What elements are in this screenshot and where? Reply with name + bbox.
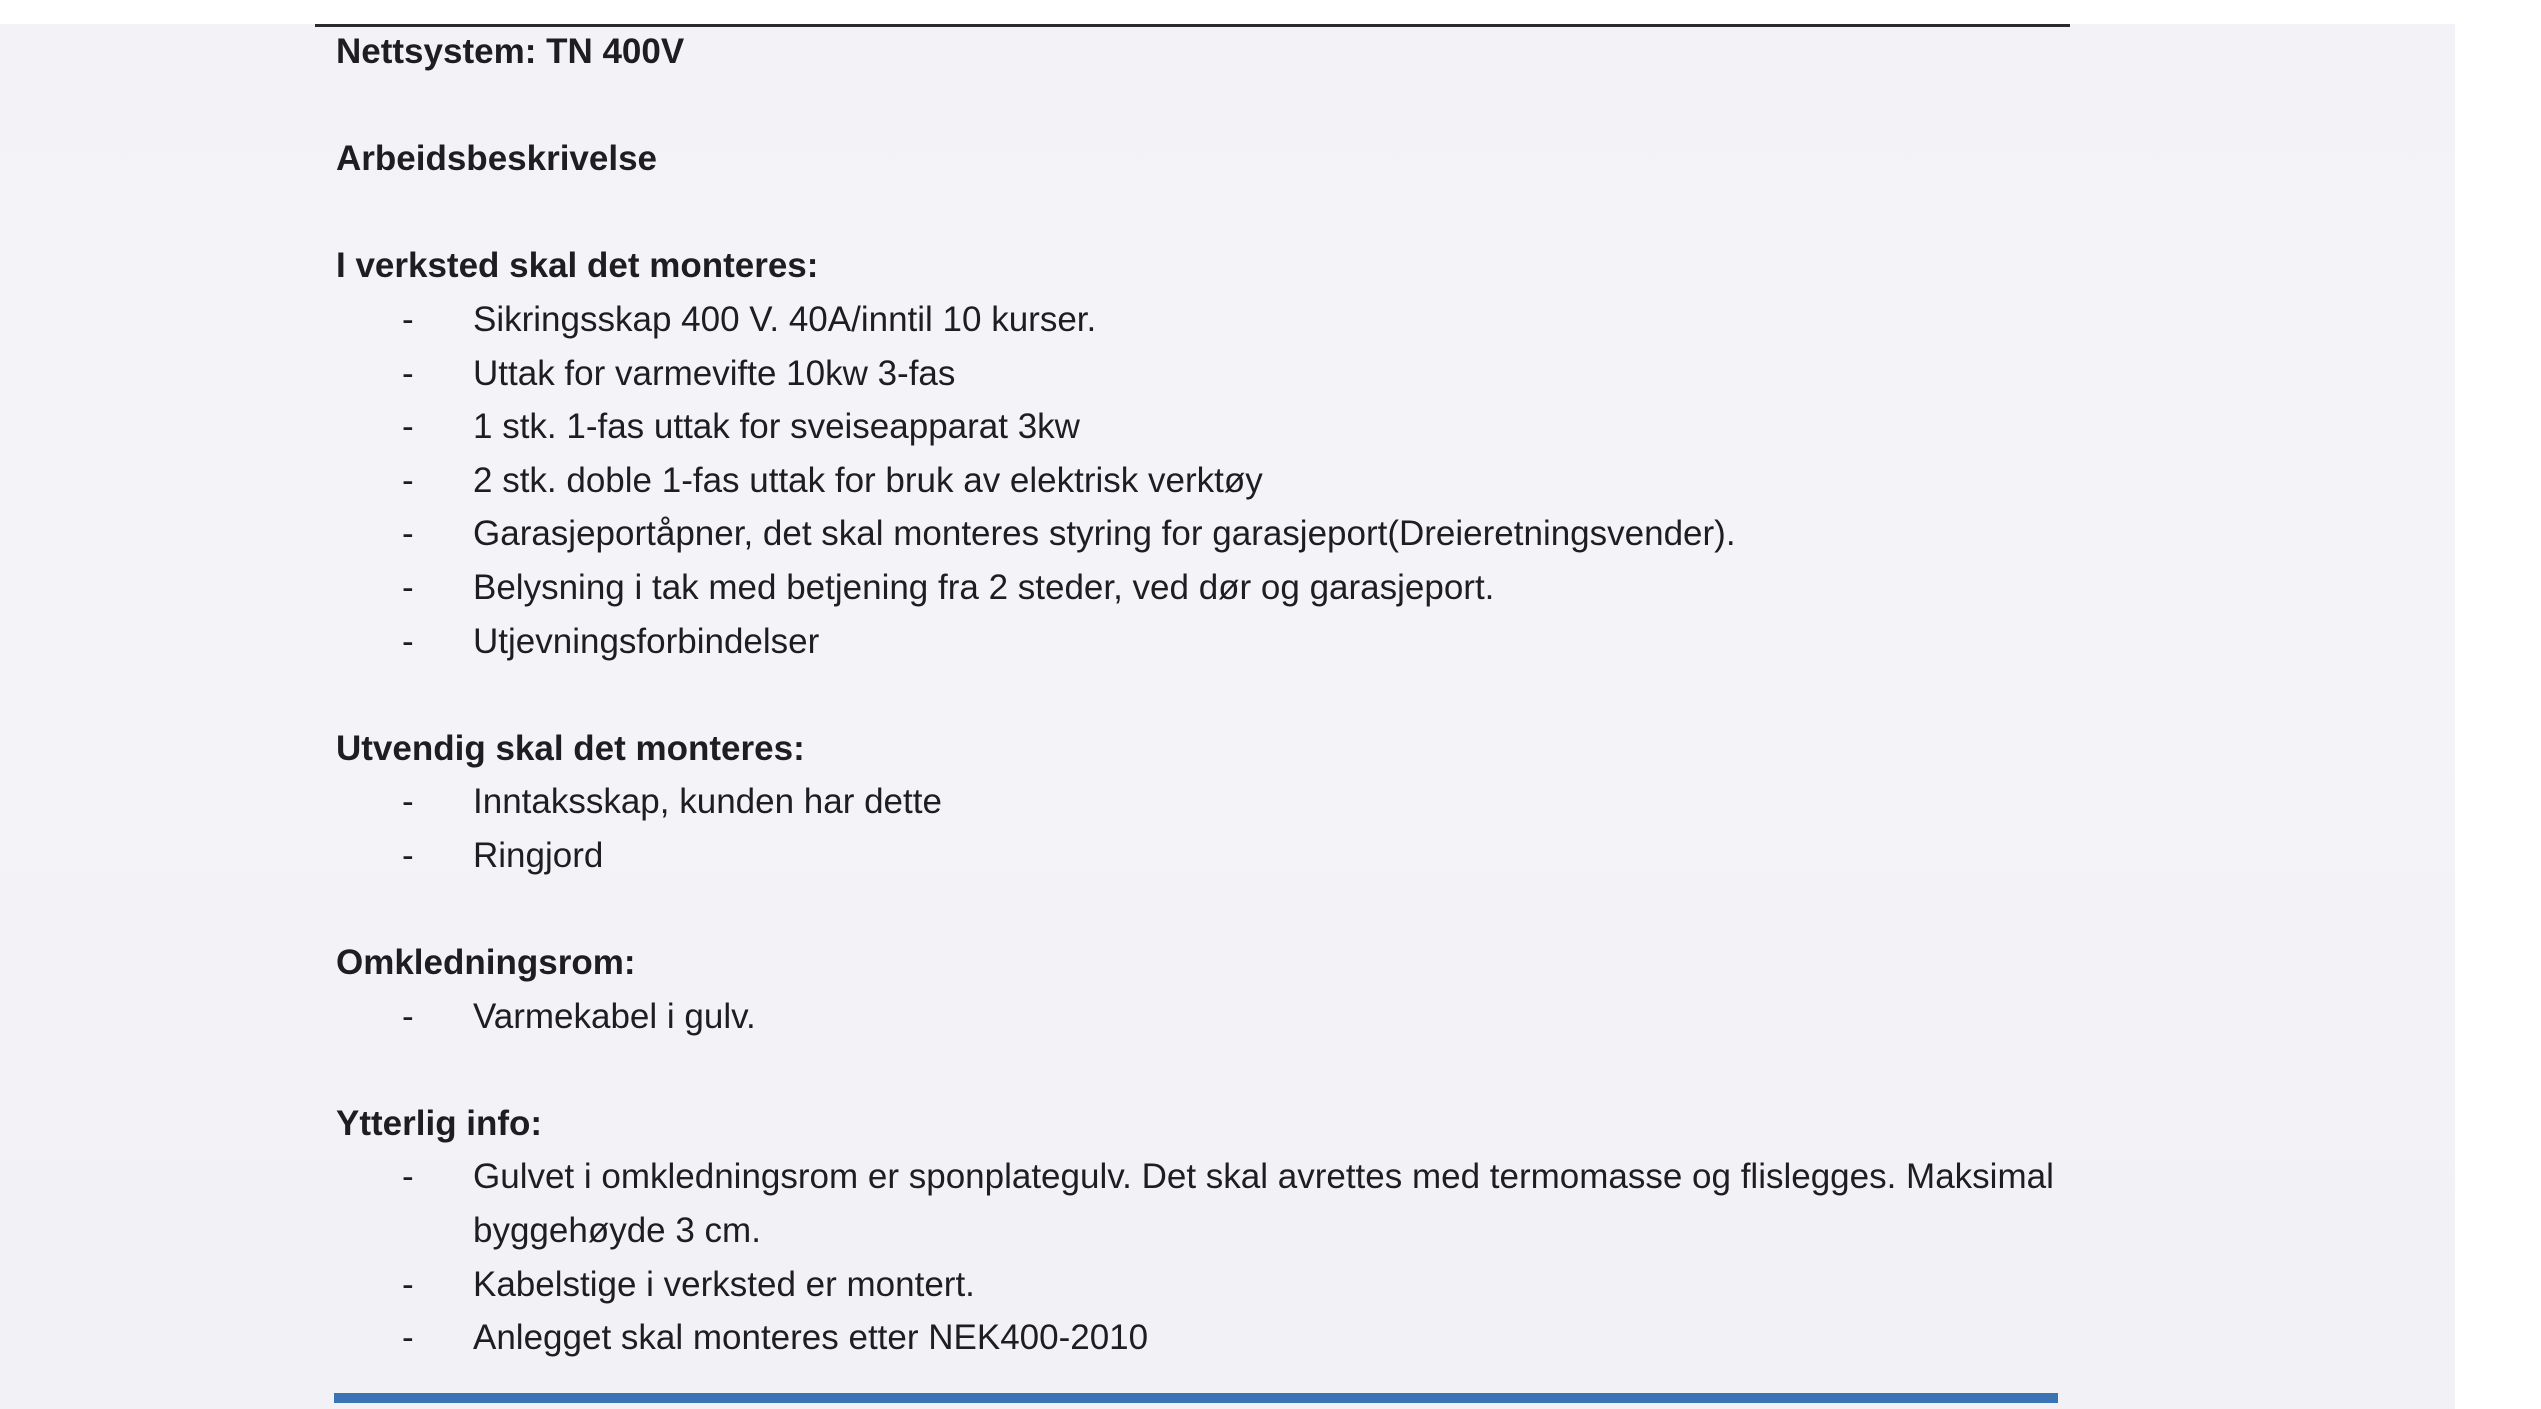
bullet-dash: - [402, 353, 414, 393]
nettsystem-line: Nettsystem: TN 400V [336, 32, 685, 71]
omkledningsrom-list [336, 990, 2096, 1044]
list-item [336, 507, 2096, 561]
spacer [336, 79, 2096, 133]
spacer [336, 186, 2096, 240]
list-item-text: Varmekabel i gulv. [473, 996, 756, 1036]
list-item [336, 1150, 2096, 1257]
ytterlig-info-list [336, 1150, 2096, 1364]
bullet-dash: - [402, 835, 414, 875]
list-item [336, 293, 2096, 347]
list-item-text: Anlegget skal monteres etter NEK400-2010 [473, 1318, 1149, 1358]
bullet-dash: - [402, 1318, 414, 1358]
bullet-dash: - [402, 782, 414, 822]
footer-divider [334, 1393, 2058, 1403]
list-item [336, 615, 2096, 669]
bullet-dash: - [402, 514, 414, 554]
bullet-dash: - [402, 1264, 414, 1304]
section-heading-ytterlig-info: Ytterlig info: [336, 1103, 543, 1143]
list-item-text: Utjevningsforbindelser [473, 621, 820, 661]
section-heading-utvendig: Utvendig skal det monteres: [336, 728, 805, 768]
list-item [336, 347, 2096, 401]
list-item [336, 1258, 2096, 1312]
list-item [336, 990, 2096, 1044]
list-item [336, 454, 2096, 508]
bullet-dash: - [402, 460, 414, 500]
list-item [336, 775, 2096, 829]
list-item-text: Inntaksskap, kunden har dette [473, 782, 942, 822]
list-item [336, 1311, 2096, 1365]
section-heading-verksted: I verksted skal det monteres: [336, 246, 819, 286]
bullet-dash: - [402, 299, 414, 339]
list-item-text: Kabelstige i verksted er montert. [473, 1264, 975, 1304]
scan-margin-top [0, 0, 2455, 24]
verksted-list [336, 293, 2096, 668]
list-item-text: Garasjeportåpner, det skal monteres styring for garasjeport(Dreieretningsvender). [473, 514, 1736, 554]
list-item [336, 829, 2096, 883]
document-body [336, 25, 2096, 1365]
bullet-dash: - [402, 567, 414, 607]
list-item [336, 561, 2096, 615]
arbeidsbeskrivelse-heading: Arbeidsbeskrivelse [336, 139, 658, 179]
spacer [336, 1043, 2096, 1097]
list-item [336, 400, 2096, 454]
section-heading-omkledningsrom: Omkledningsrom: [336, 943, 636, 983]
list-item-text: Belysning i tak med betjening fra 2 steder, ved dør og garasjeport. [473, 567, 1495, 607]
spacer [336, 883, 2096, 937]
utvendig-list [336, 775, 2096, 882]
bullet-dash: - [402, 1157, 414, 1197]
list-item-text: 1 stk. 1-fas uttak for sveiseapparat 3kw [473, 407, 1080, 447]
list-item-text: Uttak for varmevifte 10kw 3-fas [473, 353, 956, 393]
list-item-text: Ringjord [473, 835, 604, 875]
bullet-dash: - [402, 621, 414, 661]
bullet-dash: - [402, 996, 414, 1036]
bullet-dash: - [402, 407, 414, 447]
list-item-text: Gulvet i omkledningsrom er sponplategulv. Det skal avrettes med termomasse og flislegges. Maksimal byggehøyde 3 cm. [473, 1157, 2054, 1251]
spacer [336, 668, 2096, 722]
scan-margin-right [2455, 0, 2541, 1409]
list-item-text: 2 stk. doble 1-fas uttak for bruk av elektrisk verktøy [473, 460, 1263, 500]
list-item-text: Sikringsskap 400 V. 40A/inntil 10 kurser. [473, 299, 1097, 339]
